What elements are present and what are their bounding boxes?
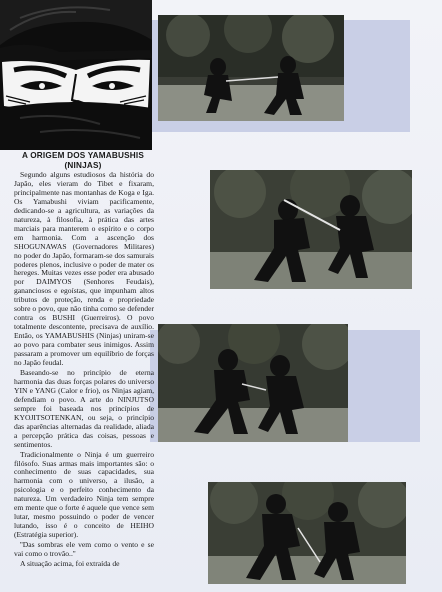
ninja-mask-drawing [0, 0, 152, 150]
ninja-mask-illustration [0, 0, 152, 150]
ninja-photo [158, 15, 344, 121]
article-paragraph: Tradicionalmente o Ninja é um guerreiro filósofo. Suas armas mais importantes são: o conhecimento de suas capacidades, sua harmonia com o universo, a ilusão, a psicologia e o perfeito conhecimento da natureza. Um verdadeiro Ninja tem sempre em mente que o forte é aquele que vence sem lutar, mesmo possuindo o poder de vencer lutando, isso é o conceito de HEIHO (Estratégia superior). [14, 449, 154, 540]
ninja-photo [158, 324, 348, 442]
article-paragraph: Baseando-se no princípio de eterna harmonia das duas forças polares do universo YIN e YANG (Calor e frio), os Ninjas agiam, defendiam o povo. A arte do NINJUTSO sempre foi baseada nos princípios de KYOJITSOTENKAN, ou seja, o princípio das aparências alternadas da realidade, aliada a percepção prática das coisas, pessoas e sentimentos. [14, 367, 154, 449]
article-paragraph: ''Das sombras ele vem como o vento e se vai como o trovão..'' [14, 540, 154, 559]
article-paragraph: A situação acima, foi extraída de [20, 558, 120, 568]
article-paragraph: Segundo alguns estudiosos da história do Japão, eles vieram do Tibet e fixaram, principalmente nas montanhas de Koga e Iga. Os Yamabushi viviam pacificamente, dedicando-se a agricultura, as variações da natureza, à filosofia, à prática das artes marciais para manterem o espírito e o corpo em harmonia. Com a ascenção dos SHOGUNAWAS (Governadores Militares) no poder do Japão, formaram-se dos samurais poderes plenos, inclusive o poder de mater os hereges. Muitas vezes esse poder era abusado por DAIMYOS (Senhores Feudais), gananciosos e egoístas, que impunham altos tributos de proteção, renda e propriedade sobre o povo, que não tinha como se defender contra os BUSHI (Guerreiros). O povo totalmente descontente, precisava de auxílio. Então, os YAMABUSHIS (Ninjas) uniram-se ao povo para combater seus inimigos. Assim passaram a promover um equilíbrio de forças no Japão feudal. [14, 170, 154, 368]
article-headline: A ORIGEM DOS YAMABUSHIS (NINJAS) [21, 151, 145, 170]
ninja-photo [210, 170, 412, 289]
article-body [14, 171, 154, 569]
ninja-photo [208, 482, 406, 584]
